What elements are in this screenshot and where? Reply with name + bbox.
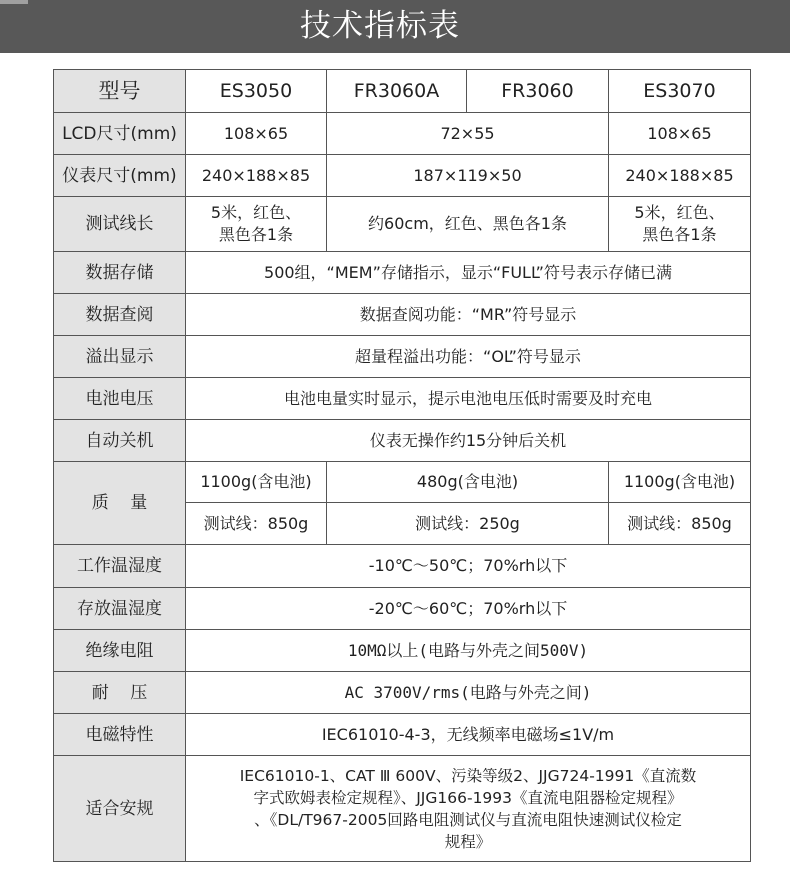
withstand-label: 耐 压	[54, 672, 186, 714]
work-env-label: 工作温湿度	[54, 545, 186, 588]
model-fr3060: FR3060	[467, 70, 609, 113]
model-fr3060a: FR3060A	[327, 70, 467, 113]
emc-label: 电磁特性	[54, 714, 186, 756]
safety-line-1: IEC61010-1、CAT Ⅲ 600V、污染等级2、JJG724-1991《直流数	[239, 766, 697, 785]
size-label: 仪表尺寸(mm)	[54, 155, 186, 197]
row-lcd	[54, 113, 751, 155]
mass-fr-total: 480g(含电池)	[327, 462, 609, 503]
row-work-env	[54, 545, 751, 588]
mass-fr-lead: 测试线：250g	[327, 503, 609, 545]
lead-es3050-line1: 5米，红色、	[210, 203, 302, 222]
mass-es3070-total: 1100g(含电池)	[609, 462, 751, 503]
page-title: 技术指标表	[300, 8, 460, 44]
spec-table	[53, 69, 751, 862]
battery-label: 电池电压	[54, 378, 186, 420]
mass-es3070-lead: 测试线：850g	[609, 503, 751, 545]
review-label: 数据查阅	[54, 294, 186, 336]
work-env-value: -10℃～50℃；70%rh以下	[186, 545, 751, 588]
storage-label: 数据存储	[54, 252, 186, 294]
model-es3070: ES3070	[609, 70, 751, 113]
row-autooff	[54, 420, 751, 462]
safety-line-2: 字式欧姆表检定规程》、JJG166-1993《直流电阻器检定规程》	[253, 788, 683, 807]
lcd-fr: 72×55	[327, 113, 609, 155]
battery-value: 电池电量实时显示，提示电池电压低时需要及时充电	[186, 378, 751, 420]
row-storage	[54, 252, 751, 294]
store-env-label: 存放温湿度	[54, 588, 186, 630]
mass-es3050-lead: 测试线：850g	[186, 503, 327, 545]
model-es3050: ES3050	[186, 70, 327, 113]
insulation-value: 10MΩ以上(电路与外壳之间500V)	[186, 630, 751, 672]
safety-label: 适合安规	[54, 756, 186, 862]
lead-es3070	[609, 197, 751, 252]
store-env-value: -20℃～60℃；70%rh以下	[186, 588, 751, 630]
row-mass-total	[54, 462, 751, 503]
size-es3070: 240×188×85	[609, 155, 751, 197]
safety-line-3: 、《DL/T967-2005回路电阻测试仪与直流电阻快速测试仪检定	[254, 810, 682, 829]
storage-value: 500组，“MEM”存储指示，显示“FULL”符号表示存储已满	[186, 252, 751, 294]
insulation-label: 绝缘电阻	[54, 630, 186, 672]
row-battery	[54, 378, 751, 420]
lead-es3070-line1: 5米，红色、	[634, 203, 725, 222]
row-lead	[54, 197, 751, 252]
mass-es3050-total: 1100g(含电池)	[186, 462, 327, 503]
review-value: 数据查阅功能：“MR”符号显示	[186, 294, 751, 336]
safety-line-4: 规程》	[444, 832, 492, 851]
lead-es3050	[186, 197, 327, 252]
size-es3050: 240×188×85	[186, 155, 327, 197]
row-safety	[54, 756, 751, 862]
header-bar	[0, 0, 790, 53]
lead-fr: 约60cm，红色、黑色各1条	[327, 197, 609, 252]
model-label: 型号	[54, 70, 186, 113]
overflow-label: 溢出显示	[54, 336, 186, 378]
lead-label: 测试线长	[54, 197, 186, 252]
row-size	[54, 155, 751, 197]
size-fr: 187×119×50	[327, 155, 609, 197]
lcd-es3050: 108×65	[186, 113, 327, 155]
overflow-value: 超量程溢出功能：“OL”符号显示	[186, 336, 751, 378]
row-emc	[54, 714, 751, 756]
mass-label: 质 量	[54, 462, 186, 545]
lcd-label: LCD尺寸(mm)	[54, 113, 186, 155]
autooff-label: 自动关机	[54, 420, 186, 462]
lcd-es3070: 108×65	[609, 113, 751, 155]
emc-value: IEC61010-4-3，无线频率电磁场≤1V/m	[186, 714, 751, 756]
row-withstand	[54, 672, 751, 714]
row-review	[54, 294, 751, 336]
row-insulation	[54, 630, 751, 672]
autooff-value: 仪表无操作约15分钟后关机	[186, 420, 751, 462]
safety-value	[186, 756, 751, 862]
row-model	[54, 70, 751, 113]
lead-es3070-line2: 黑色各1条	[642, 225, 717, 244]
withstand-value: AC 3700V/rms(电路与外壳之间)	[186, 672, 751, 714]
lead-es3050-line2: 黑色各1条	[218, 225, 294, 244]
row-overflow	[54, 336, 751, 378]
row-store-env	[54, 588, 751, 630]
